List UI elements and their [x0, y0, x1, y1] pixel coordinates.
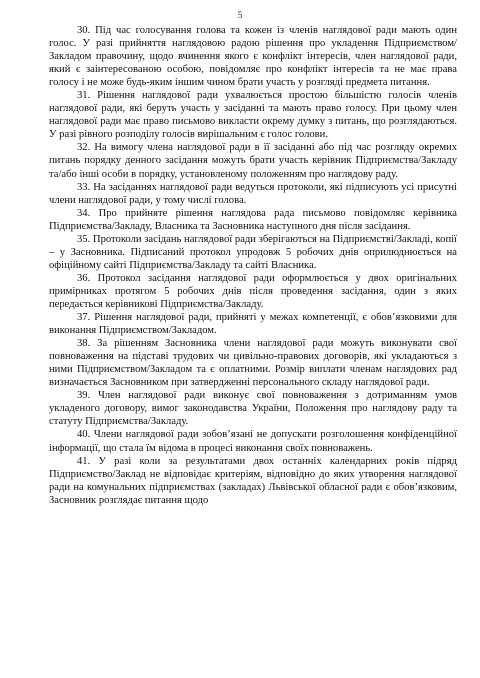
paragraph-37: 37. Рішення наглядової ради, прийняті у межах компетенції, є обов’язковими для виконання Підприємством/Закладом. — [49, 312, 457, 337]
paragraph-34: 34. Про прийняте рішення наглядова рада письмово повідомляє керівника Підприємства/Закладу, Власника та Засновника наступного дня після засідання. — [49, 207, 457, 232]
paragraph-36: 36. Протокол засідання наглядової ради оформлюється у двох оригінальних примірниках протягом 5 робочих днів після проведення засідання, один з яких передається керівникові Підприємства/Закладу. — [49, 272, 457, 310]
paragraph-32: 32. На вимогу члена наглядової ради в її засіданні або під час розгляду окремих питань порядку денного засідання можуть брати участь керівник Підприємства/Закладу та/або інші особи в порядку, установленому положенням про наглядову раду. — [49, 142, 457, 180]
page-number: 5 — [237, 10, 243, 20]
paragraph-31: 31. Рішення наглядової ради ухвалюється простою більшістю голосів членів наглядової ради, які беруть участь у засіданні та мають право голосу. При цьому член наглядової ради має право письмово викласти окрему думку з питань, що розглядаються. У разі рівного розподілу голосів вирішальним є голос голови. — [49, 90, 457, 141]
paragraph-41: 41. У разі коли за результатами двох останніх календарних років підряд Підприємство/Заклад не відповідає критеріям, відповідно до яких утворення наглядової ради на комунальних підприємствах (закладах) Львівської обласної ради є обов’язковим, Засновник розглядає питання щодо — [49, 455, 457, 506]
paragraph-33: 33. На засіданнях наглядової ради ведуться протоколи, які підписують усі присутні члени наглядової ради, у тому числі голова. — [49, 181, 457, 206]
paragraph-40: 40. Члени наглядової ради зобов’язані не допускати розголошення конфіденційної інформації, що стала їм відома в процесі виконання своїх повноважень. — [49, 429, 457, 454]
paragraph-38: 38. За рішенням Засновника члени наглядової ради можуть виконувати свої повноваження на підставі трудових чи цивільно-правових договорів, які укладаються з ними Підприємством/Закладом та є оплатними. Розмір виплати членам наглядових рад визначається Засновником при затвердженні персонального складу наглядової ради. — [49, 338, 457, 389]
document-body — [49, 24, 457, 507]
paragraph-35: 35. Протоколи засідань наглядової ради зберігаються на Підприємстві/Закладі, копії – у Засновника. Підписаний протокол упродовж 5 робочих днів оприлюднюється на офіційному сайті Підприємства/Закладу та сайті Власника. — [49, 233, 457, 271]
paragraph-39: 39. Член наглядової ради виконує свої повноваження з дотриманням умов укладеного договору, вимог законодавства України, Положення про наглядову раду та статуту Підприємства/Закладу. — [49, 390, 457, 428]
paragraph-30: 30. Під час голосування голова та кожен із членів наглядової ради мають один голос. У разі прийняття наглядовою радою рішення про укладення Підприємством/Закладом правочину, щодо вчинення якого є конфлікт інтересів, член наглядової ради, який є заінтересованою особою, повідомляє про конфлікт інтересів та не має права голосу і не може будь-яким іншим чином брати участь у розгляді предмета питання. — [49, 25, 457, 89]
